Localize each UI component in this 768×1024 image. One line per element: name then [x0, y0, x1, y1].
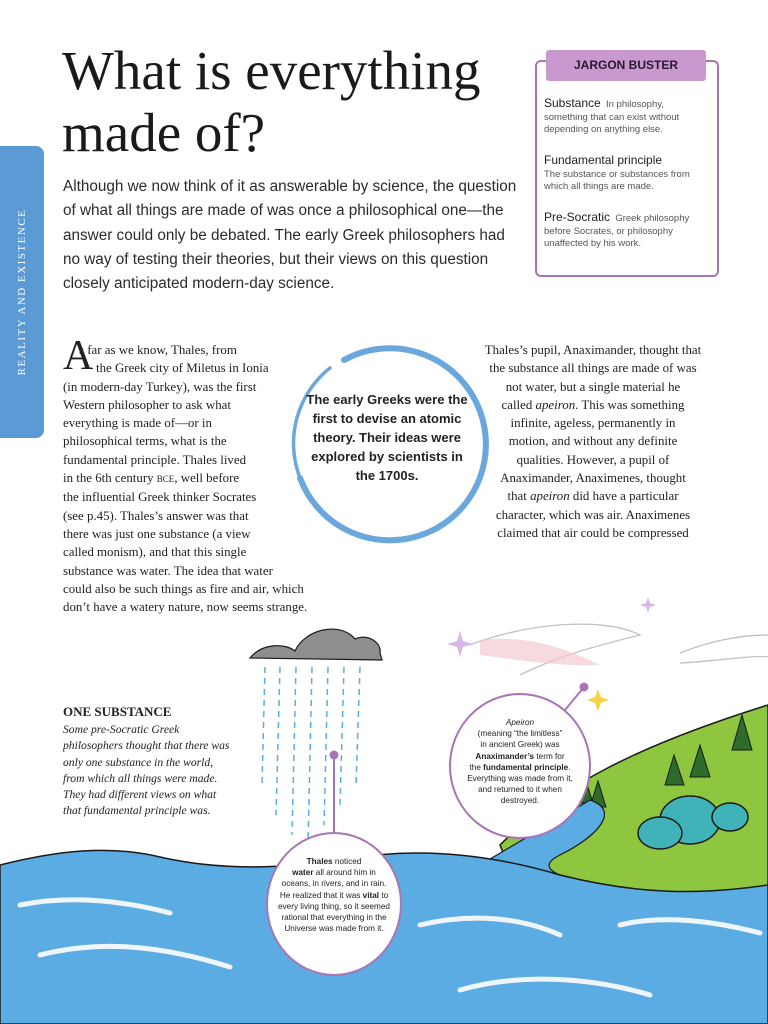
apeiron-bubble-bold: fundamental principle	[483, 762, 569, 772]
body-line: could also be such things as fire and air, which	[63, 581, 304, 596]
jargon-term	[544, 211, 710, 251]
apeiron-bubble-text: in ancient Greek) was	[480, 740, 560, 750]
body-line: called apeiron. This was something	[501, 397, 685, 412]
body-line: substance was water. The idea that water	[63, 563, 273, 578]
intro-paragraph: Although we now think of it as answerable by science, the question of what all things are made of was once a philosophical one—the answer could only be debated. The early Greek philosophers had no way of testing their theories, but their views on this question closely anticipated modern-day science.	[63, 178, 517, 293]
jargon-term	[544, 154, 710, 194]
body-line: the Greek city of Miletus in Ionia	[96, 361, 269, 376]
thales-bubble	[266, 832, 402, 976]
jargon-buster-heading: JARGON BUSTER	[546, 50, 706, 81]
body-line: philosophical terms, what is the	[63, 434, 227, 449]
body-line: there was just one substance (a view	[63, 526, 251, 541]
body-line: claimed that air could be compressed	[497, 525, 689, 540]
jargon-term-definition: In philosophy, something that can exist without depending on anything else.	[544, 99, 680, 135]
apeiron-bubble-bold: Anaximander’s	[475, 751, 535, 761]
body-line: (see p.45). Thales’s answer was that	[63, 508, 249, 523]
body-line: everything is made of—or in	[63, 416, 212, 431]
thales-bubble-bold: water	[292, 868, 314, 878]
body-line: motion, and without any definite	[508, 434, 678, 449]
drop-cap: A	[63, 333, 94, 379]
thales-bubble-bold: Thales	[306, 857, 333, 866]
page-title-line-2: made of?	[62, 102, 266, 163]
right-column	[470, 341, 716, 542]
body-line: s far as we know, Thales, from	[79, 343, 237, 357]
body-line: not water, but a single material he	[505, 379, 681, 394]
body-line: infinite, ageless, permanently in	[510, 416, 676, 431]
body-line: the influential Greek thinker Socrates	[63, 490, 257, 505]
thales-bubble-text: to every living thing, so it seemed rational that everything in the Universe was made from it.	[278, 890, 390, 934]
rain-cloud	[250, 629, 382, 660]
body-line: called monism), and that this single	[63, 545, 247, 560]
apeiron-bubble-title: Apeiron	[505, 718, 535, 727]
yellow-star-icon	[587, 689, 609, 711]
body-line: (in modern-day Turkey), was the first	[63, 379, 257, 394]
rain-drops	[262, 667, 360, 845]
apeiron-bubble-text: term for	[534, 751, 565, 761]
jargon-term-name: Fundamental principle	[544, 153, 663, 167]
left-column	[63, 341, 307, 616]
jargon-term-definition: The substance or substances from which all things are made.	[544, 168, 690, 192]
one-substance-heading: ONE SUBSTANCE	[63, 704, 172, 719]
thales-pointer-dot	[330, 751, 339, 760]
apeiron-bubble-text: (meaning “the limitless”	[477, 729, 563, 739]
thales-bubble-bold: vital	[362, 890, 380, 900]
jargon-term-name: Pre-Socratic	[544, 210, 611, 224]
one-substance-caption: Some pre-Socratic Greek philosophers thought that there was only one substance in the world, from which all things were made. They had different views on what that fundamental principle was.	[63, 723, 230, 818]
body-line: fundamental principle. Thales lived	[63, 452, 247, 467]
thales-bubble-text: noticed	[332, 857, 362, 866]
body-line: Western philosopher to ask what	[63, 397, 231, 412]
apeiron-bubble	[449, 693, 591, 839]
page-title-line-1: What is everything	[62, 40, 481, 101]
pull-quote: The early Greeks were the first to devise an atomic theory. Their ideas were explored by scientists in the 1700s.	[306, 392, 468, 483]
apeiron-bubble-text: .	[568, 762, 571, 772]
body-line: the substance all things are made of was	[489, 361, 697, 376]
pink-swirl	[480, 639, 600, 666]
jargon-term	[544, 97, 710, 137]
body-line: Anaximander, Anaximenes, thought	[500, 471, 686, 486]
section-tab-label: REALITY AND EXISTENCE	[16, 208, 28, 376]
thales-bubble-text: all around him in oceans, in rivers, and in rain. He realized that it was	[279, 868, 387, 900]
body-line: Thales’s pupil, Anaximander, thought that	[484, 343, 702, 357]
body-line: qualities. However, a pupil of	[516, 452, 670, 467]
section-tab	[0, 146, 44, 438]
body-line: in the 6th century BCE, well before	[63, 471, 240, 486]
body-line: character, which was air. Anaximenes	[495, 507, 691, 522]
jargon-term-definition: Greek philosophy before Socrates, or philosophy unaffected by his work.	[544, 213, 690, 249]
apeiron-bubble-text: Everything was made from it, and returned to it when destroyed.	[467, 774, 573, 806]
apeiron-bubble-text: the	[469, 762, 484, 772]
apeiron-pointer-dot	[580, 683, 589, 692]
jargon-term-name: Substance	[544, 96, 601, 110]
body-line: don’t have a watery nature, now seems strange.	[63, 600, 308, 615]
page-title	[62, 40, 532, 164]
body-line: that apeiron did have a particular	[507, 489, 679, 504]
